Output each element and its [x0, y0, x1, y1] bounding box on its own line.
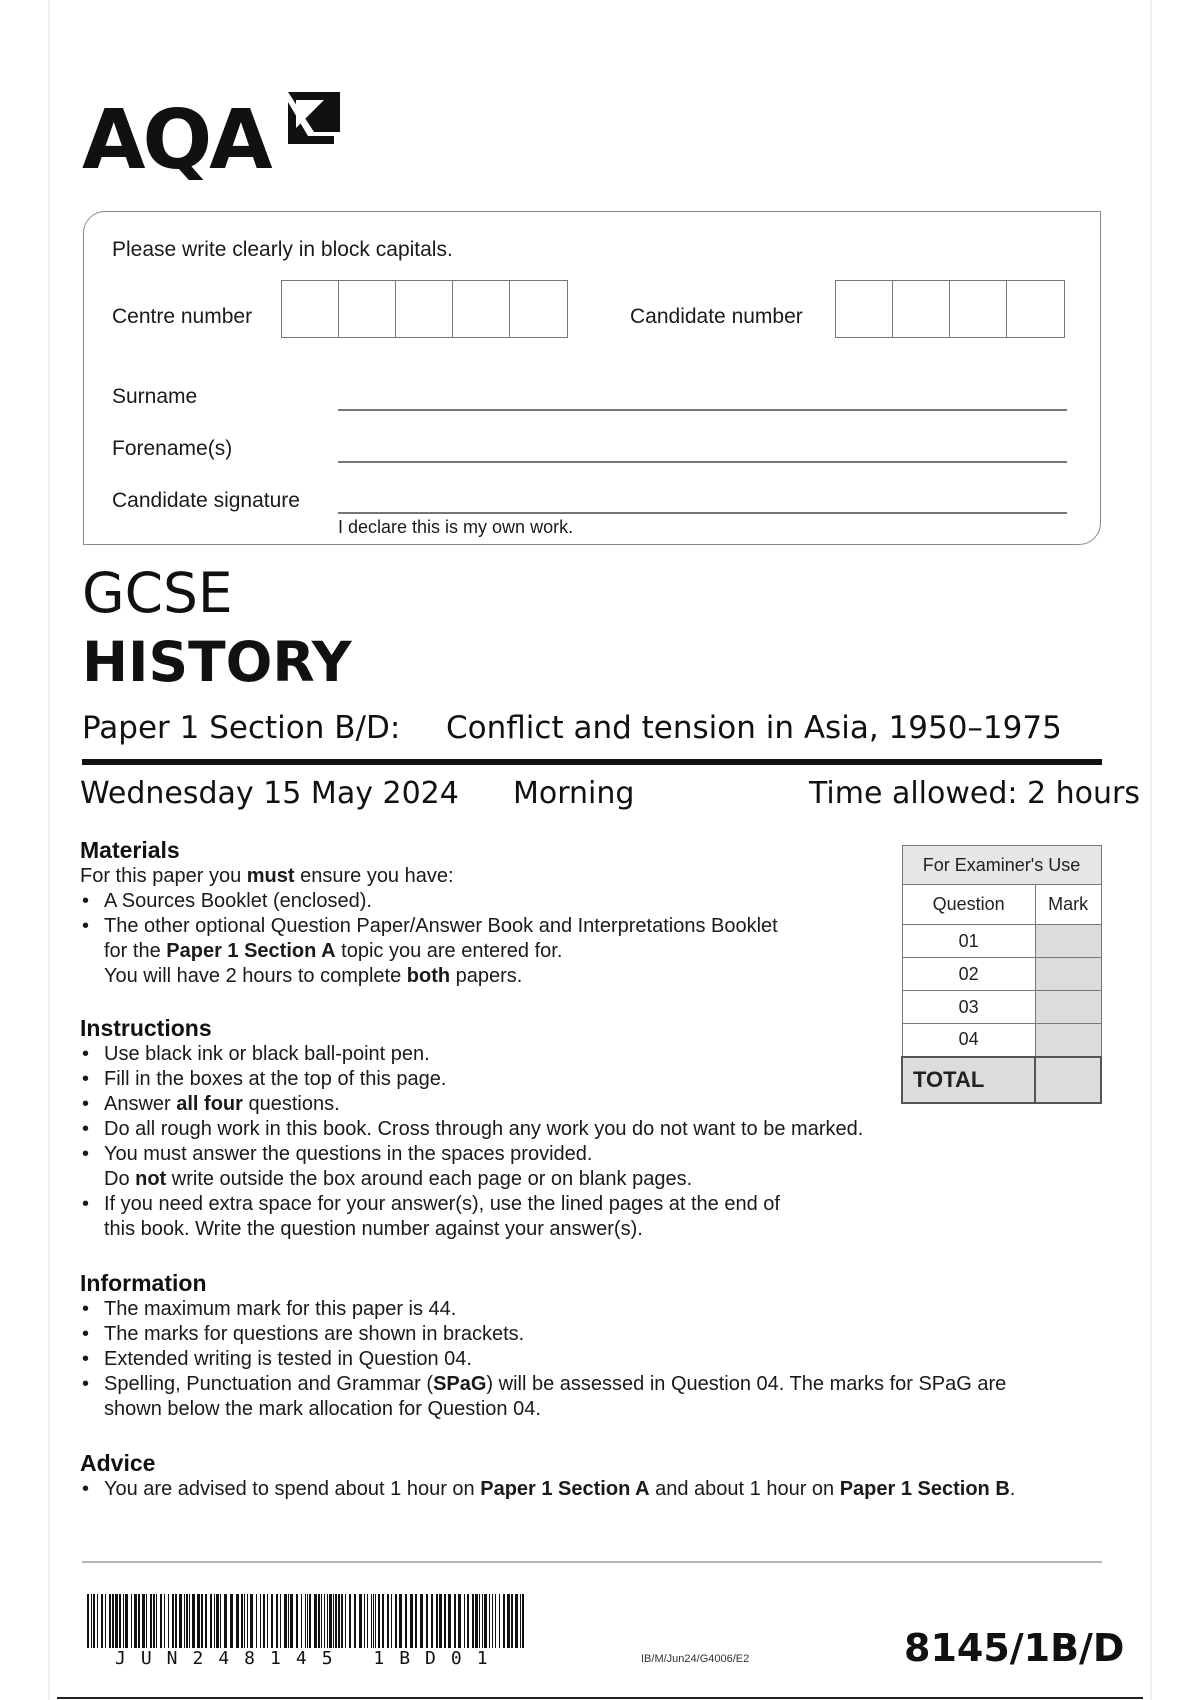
barcode-bar: [507, 1594, 510, 1648]
centre-number-boxes: [281, 280, 568, 338]
barcode-bar: [436, 1594, 438, 1648]
barcode-bar: [415, 1594, 417, 1648]
barcode-bar: [115, 1594, 118, 1648]
barcode-bar: [364, 1594, 365, 1648]
examiner-table-title: For Examiner's Use: [902, 846, 1101, 885]
exam-session: Morning: [513, 776, 635, 811]
barcode-bar: [131, 1594, 132, 1648]
barcode-bar: [467, 1594, 469, 1648]
barcode-bar: [87, 1594, 89, 1648]
barcode-bar: [244, 1594, 245, 1648]
barcode-bar: [395, 1594, 397, 1648]
total-mark-cell: [1035, 1057, 1101, 1103]
barcode-bar: [288, 1594, 289, 1648]
barcode-bar: [367, 1594, 368, 1648]
barcode-bar: [341, 1594, 343, 1648]
barcode-bar: [515, 1594, 518, 1648]
barcode-bar: [263, 1594, 265, 1648]
list-item: • Extended writing is tested in Question 04.: [80, 1347, 1100, 1372]
information-heading: Information: [80, 1270, 207, 1296]
list-item-text: this book. Write the question number against your answer(s).: [104, 1218, 643, 1240]
surname-field[interactable]: [338, 409, 1067, 411]
exam-date: Wednesday 15 May 2024: [80, 776, 459, 811]
list-item: • Use black ink or black ball-point pen.: [80, 1042, 1100, 1067]
barcode-bar: [280, 1594, 281, 1648]
barcode-bar: [160, 1594, 162, 1648]
mark-cell: [1035, 1024, 1101, 1057]
materials-heading: Materials: [80, 837, 180, 863]
paper-topic: Conflict and tension in Asia, 1950–1975: [446, 710, 1062, 746]
candidate-number-box[interactable]: [950, 281, 1007, 337]
table-row: [902, 925, 1101, 958]
footer-divider: [82, 1561, 1102, 1563]
list-item: • A Sources Booklet (enclosed).: [80, 889, 1100, 914]
barcode-bar: [448, 1594, 451, 1648]
materials-intro-text-end: ensure you have:: [294, 865, 454, 887]
barcode-bar: [503, 1594, 505, 1648]
barcode-bar: [179, 1594, 182, 1648]
mark-cell: [1035, 991, 1101, 1024]
barcode-bar: [164, 1594, 165, 1648]
list-item-text: questions.: [242, 1093, 340, 1115]
list-item: [80, 1372, 1100, 1422]
barcode-bar: [168, 1594, 169, 1648]
advice-section: [80, 1450, 1100, 1502]
barcode-bar: [345, 1594, 346, 1648]
list-item: • The maximum mark for this paper is 44.: [80, 1297, 1100, 1322]
barcode-bar: [359, 1594, 362, 1648]
barcode-bar: [230, 1594, 233, 1648]
barcode-bar: [284, 1594, 287, 1648]
barcode-bar: [511, 1594, 513, 1648]
candidate-number-box[interactable]: [1007, 281, 1064, 337]
barcode-bar: [489, 1594, 490, 1648]
table-row: [902, 958, 1101, 991]
list-item-text: You are advised to spend about 1 hour on: [104, 1478, 481, 1500]
barcode-bar: [260, 1594, 261, 1648]
barcode-bar: [318, 1594, 320, 1648]
barcode-bar: [324, 1594, 325, 1648]
barcode-bar: [153, 1594, 155, 1648]
barcode-bar: [105, 1594, 106, 1648]
candidate-number-boxes: [835, 280, 1065, 338]
barcode-bar: [454, 1594, 456, 1648]
mark-cell: [1035, 925, 1101, 958]
barcode-bar: [91, 1594, 92, 1648]
barcode-bar: [112, 1594, 114, 1648]
barcode-bar: [378, 1594, 380, 1648]
list-item-text: .: [1009, 1478, 1016, 1500]
forenames-label: Forename(s): [112, 437, 233, 460]
barcode-bar: [354, 1594, 356, 1648]
barcode-bar: [93, 1594, 95, 1648]
barcode-bar: [482, 1594, 483, 1648]
title-divider: [82, 759, 1102, 765]
barcode-bar: [156, 1594, 157, 1648]
barcode-bar: [464, 1594, 465, 1648]
barcode-bar: [444, 1594, 446, 1648]
barcode-bar: [150, 1594, 152, 1648]
question-number: 03: [902, 991, 1035, 1024]
barcode-bar: [247, 1594, 248, 1648]
barcode-bar: [138, 1594, 140, 1648]
barcode-bar: [426, 1594, 428, 1648]
surname-label: Surname: [112, 385, 198, 408]
subject-title: HISTORY: [82, 630, 352, 694]
barcode-bar: [172, 1594, 174, 1648]
barcode-bar: [184, 1594, 185, 1648]
centre-number-box[interactable]: [339, 281, 396, 337]
barcode-bar: [192, 1594, 195, 1648]
barcode-bar: [373, 1594, 374, 1648]
table-row: [902, 991, 1101, 1024]
barcode-bar: [479, 1594, 480, 1648]
forenames-field[interactable]: [338, 461, 1067, 463]
list-item-text: write outside the box around each page or on blank pages.: [166, 1168, 693, 1190]
barcode-bar: [271, 1594, 273, 1648]
barcode-bar: [399, 1594, 402, 1648]
barcode-bar: [431, 1594, 433, 1648]
barcode-bar: [382, 1594, 384, 1648]
list-item-text: ) will be assessed in Question 04. The marks for SPaG are: [486, 1373, 1007, 1395]
list-item-bold: not: [135, 1168, 167, 1190]
materials-intro-text: For this paper you: [80, 865, 247, 887]
barcode-bar: [214, 1594, 215, 1648]
list-item-text: Answer: [104, 1093, 177, 1115]
barcode-bar: [201, 1594, 203, 1648]
list-item-text: You will have 2 hours to complete: [104, 965, 407, 987]
list-item-text: papers.: [450, 965, 523, 987]
list-item-bold: SPaG: [433, 1373, 487, 1395]
barcode-bar: [267, 1594, 268, 1648]
barcode-bar: [492, 1594, 493, 1648]
barcode-bar: [405, 1594, 407, 1648]
list-item: • Do all rough work in this book. Cross through any work you do not want to be marked.: [80, 1117, 1100, 1142]
barcode-bar: [375, 1594, 376, 1648]
list-item: [80, 1142, 1100, 1192]
barcode-bar: [290, 1594, 293, 1648]
list-item-text: Do: [104, 1168, 136, 1190]
question-column-header: Question: [902, 885, 1035, 925]
centre-number-box[interactable]: [453, 281, 510, 337]
barcode-bar: [296, 1594, 298, 1648]
barcode-bar: [314, 1594, 317, 1648]
barcode-bar: [349, 1594, 351, 1648]
list-item: [80, 1477, 1100, 1502]
barcode-bar: [224, 1594, 227, 1648]
barcode-bar: [97, 1594, 98, 1648]
barcode-bar: [186, 1594, 188, 1648]
list-item-text: and about 1 hour on: [649, 1478, 840, 1500]
barcode-bar: [472, 1594, 474, 1648]
barcode-bar: [410, 1594, 413, 1648]
barcode-bar: [216, 1594, 219, 1648]
centre-number-box[interactable]: [282, 281, 339, 337]
barcode-bar: [241, 1594, 243, 1648]
list-item-bold: both: [406, 965, 451, 987]
paper-reference: IB/M/Jun24/G4006/E2: [641, 1653, 750, 1665]
barcode-bar: [236, 1594, 239, 1648]
page-bottom-rule: [57, 1697, 1143, 1699]
barcode-bar: [119, 1594, 121, 1648]
barcode-bar: [329, 1594, 332, 1648]
candidate-number-label: Candidate number: [630, 305, 803, 328]
page-edge-right: [1150, 0, 1152, 1700]
list-item-text: for the: [104, 940, 167, 962]
barcode-bar: [484, 1594, 487, 1648]
time-allowed: Time allowed: 2 hours: [809, 776, 1141, 811]
examiner-use-table: [901, 845, 1102, 1104]
barcode-bar: [123, 1594, 124, 1648]
barcode-bar: [142, 1594, 145, 1648]
barcode-bar: [522, 1594, 524, 1648]
paper-section: Paper 1 Section B/D:: [82, 710, 401, 746]
question-number: 04: [902, 1024, 1035, 1057]
centre-number-label: Centre number: [112, 305, 253, 328]
list-item-text: Spelling, Punctuation and Grammar (: [104, 1373, 434, 1395]
total-label: TOTAL: [902, 1057, 1035, 1103]
list-item: • Fill in the boxes at the top of this page.: [80, 1067, 1100, 1092]
barcode-bar: [309, 1594, 311, 1648]
barcode-bar: [220, 1594, 221, 1648]
barcode-bar: [210, 1594, 212, 1648]
aqa-logo-mark-icon: [284, 88, 344, 148]
list-item-text: topic you are entered for.: [335, 940, 563, 962]
list-item-bold: Paper 1 Section A: [480, 1478, 650, 1500]
centre-number-box[interactable]: [396, 281, 453, 337]
table-row: [902, 1024, 1101, 1057]
list-item-text: The other optional Question Paper/Answer Book and Interpretations Booklet: [104, 915, 778, 937]
barcode-bar: [301, 1594, 302, 1648]
information-section: [80, 1270, 1100, 1422]
question-number: 01: [902, 925, 1035, 958]
barcode-bar: [101, 1594, 103, 1648]
candidate-details-box: [83, 211, 1101, 545]
barcode-bar: [391, 1594, 392, 1648]
list-item-text: shown below the mark allocation for Question 04.: [104, 1398, 541, 1420]
barcode-bar: [134, 1594, 137, 1648]
paper-code: 8145/1B/D: [904, 1626, 1125, 1670]
candidate-number-box[interactable]: [893, 281, 950, 337]
barcode-bar: [276, 1594, 278, 1648]
barcode-bar: [499, 1594, 500, 1648]
barcode-bar: [197, 1594, 200, 1648]
barcode-bar: [256, 1594, 257, 1648]
barcode-bar: [475, 1594, 478, 1648]
list-item: • The marks for questions are shown in brackets.: [80, 1322, 1100, 1347]
barcode-bar: [205, 1594, 207, 1648]
barcode-bar: [321, 1594, 322, 1648]
signature-field[interactable]: [338, 512, 1067, 514]
barcode-bar: [335, 1594, 337, 1648]
advice-heading: Advice: [80, 1450, 156, 1476]
question-number: 02: [902, 958, 1035, 991]
list-item: [80, 1192, 1100, 1242]
barcode-bar: [387, 1594, 389, 1648]
page-edge-left: [48, 0, 50, 1700]
barcode-bar: [333, 1594, 334, 1648]
barcode-bar: [338, 1594, 340, 1648]
list-item-bold: Paper 1 Section A: [166, 940, 336, 962]
barcode-bar: [189, 1594, 190, 1648]
barcode-bar: [307, 1594, 308, 1648]
list-item-bold: all four: [176, 1093, 243, 1115]
barcode-bar: [495, 1594, 496, 1648]
barcode-icon: [87, 1594, 525, 1648]
barcode-bar: [371, 1594, 372, 1648]
candidate-number-box[interactable]: [836, 281, 893, 337]
barcode-bar: [420, 1594, 423, 1648]
list-item-text: You must answer the questions in the spaces provided.: [104, 1143, 593, 1165]
barcode-bar: [458, 1594, 461, 1648]
barcode-text: JUN248145 1BD01: [115, 1648, 503, 1669]
qualification-title: GCSE: [82, 561, 233, 625]
instructions-heading: Instructions: [80, 1015, 212, 1041]
list-item-text: If you need extra space for your answer(s), use the lined pages at the end of: [104, 1193, 780, 1215]
barcode-bar: [439, 1594, 442, 1648]
list-item-bold: Paper 1 Section B: [839, 1478, 1010, 1500]
barcode-bar: [146, 1594, 147, 1648]
total-row: [902, 1057, 1101, 1103]
mark-column-header: Mark: [1035, 885, 1101, 925]
barcode-bar: [327, 1594, 328, 1648]
logo-text: AQA: [82, 93, 270, 188]
barcode-bar: [175, 1594, 177, 1648]
barcode-bar: [109, 1594, 111, 1648]
barcode-bar: [125, 1594, 128, 1648]
materials-intro-bold: must: [246, 865, 295, 887]
mark-cell: [1035, 958, 1101, 991]
barcode-bar: [520, 1594, 521, 1648]
barcode-bar: [250, 1594, 253, 1648]
signature-label: Candidate signature: [112, 489, 300, 512]
centre-number-box[interactable]: [510, 281, 567, 337]
block-capitals-instruction: Please write clearly in block capitals.: [112, 238, 453, 261]
barcode-bar: [305, 1594, 306, 1648]
declaration-text: I declare this is my own work.: [338, 517, 574, 537]
